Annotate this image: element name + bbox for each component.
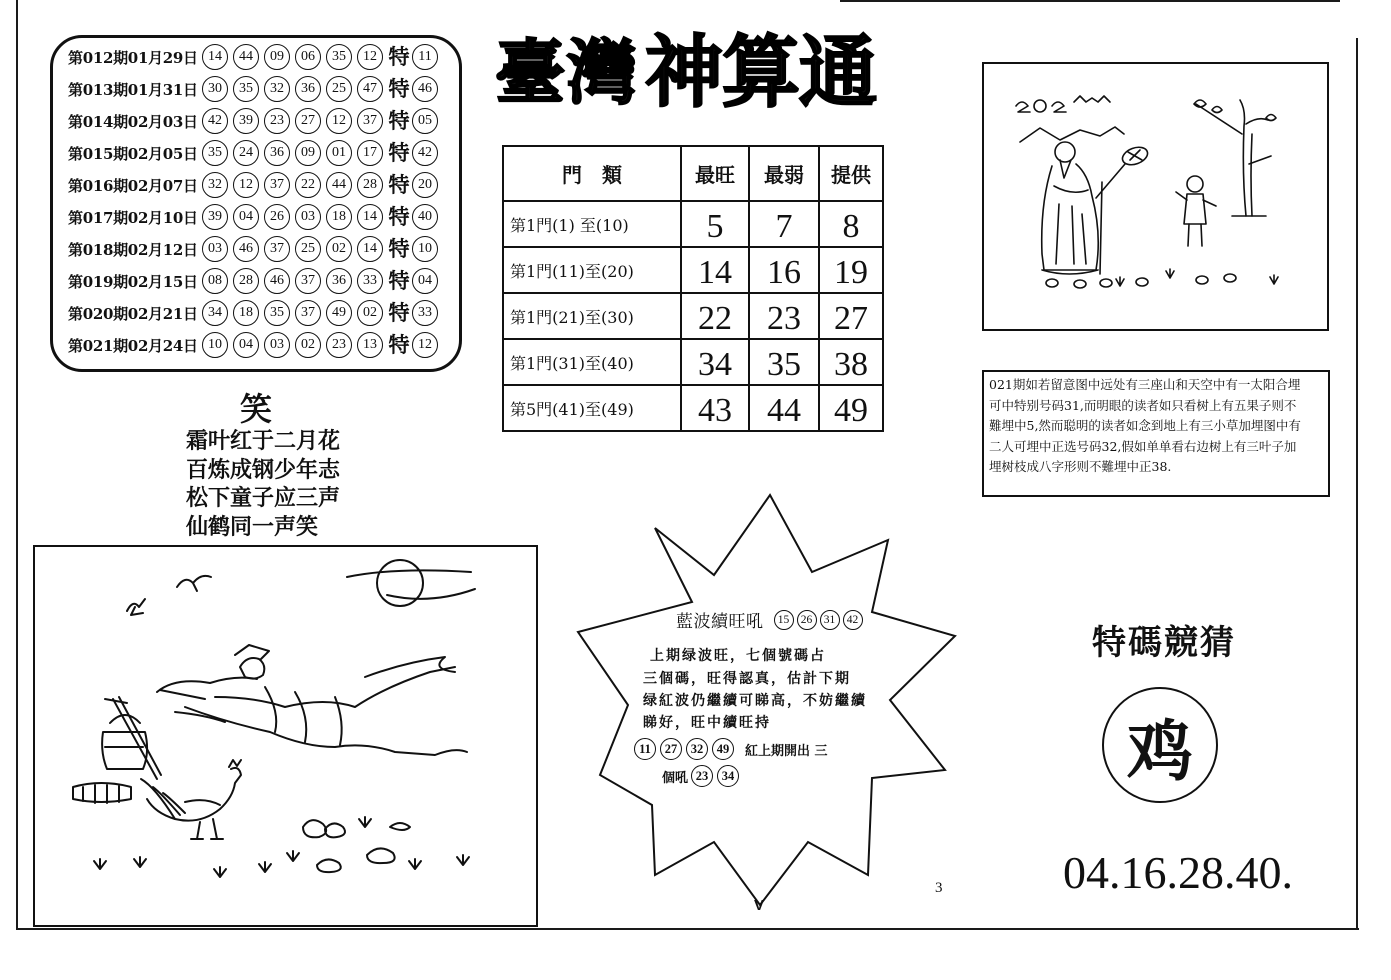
number-ball: 25 [326, 76, 352, 102]
starburst-heading-numbers [774, 610, 866, 630]
history-row [68, 169, 438, 201]
door-table-row [503, 247, 883, 293]
frame-right-border [1356, 38, 1358, 930]
fold-mark: V [754, 897, 765, 914]
special-label: 特 [388, 332, 410, 357]
door-weakest-cell: 44 [749, 385, 819, 431]
number-ball: 35 [264, 300, 290, 326]
number-ball: 18 [326, 204, 352, 230]
number-ball: 44 [233, 44, 259, 70]
page-mark: 3 [935, 880, 943, 896]
child-figure [1176, 176, 1216, 246]
history-period-label: 第016期02月07日 [68, 176, 198, 195]
number-ball: 37 [264, 236, 290, 262]
starburst-heading-text: 藍波續旺吼 [676, 612, 764, 632]
history-period-label: 第015期02月05日 [68, 144, 198, 163]
number-ball: 28 [357, 172, 383, 198]
table-header [503, 146, 883, 201]
special-number-ball: 11 [412, 44, 438, 70]
masthead-title-left: 臺灣 [495, 31, 639, 114]
number-ball: 35 [233, 76, 259, 102]
number-ball: 04 [233, 332, 259, 358]
history-row [68, 137, 438, 169]
starburst-tail-text: 個吼 [662, 770, 689, 786]
immortal-crane-illustration [35, 547, 536, 925]
starburst-number-ball: 32 [686, 738, 708, 760]
door-provided-cell: 38 [819, 339, 883, 385]
number-ball: 35 [202, 140, 228, 166]
special-label: 特 [388, 172, 410, 197]
door-table-row [503, 201, 883, 247]
history-row [68, 233, 438, 265]
special-number-ball: 04 [412, 268, 438, 294]
frame-top-border [840, 0, 1340, 2]
history-period-label: 第014期02月03日 [68, 112, 198, 131]
special-number-ball: 10 [412, 236, 438, 262]
history-row [68, 201, 438, 233]
clue-line: 難埋中5,然而聪明的读者如念到地上有三小草加埋图中有 [989, 418, 1301, 433]
number-ball: 37 [264, 172, 290, 198]
starburst-heading [676, 607, 866, 632]
number-ball: 12 [233, 172, 259, 198]
door-category-table [502, 145, 884, 432]
door-weakest-cell: 16 [749, 247, 819, 293]
door-provided-cell: 49 [819, 385, 883, 431]
door-table-row [503, 385, 883, 431]
history-period-label: 第018期02月12日 [68, 240, 198, 259]
history-period-label: 第012期01月29日 [68, 48, 198, 67]
riddle-picture-box [982, 62, 1329, 331]
header-provided: 提供 [819, 146, 883, 201]
special-number-ball: 42 [412, 140, 438, 166]
number-ball: 14 [357, 236, 383, 262]
door-range-cell: 第5門(41)至(49) [503, 385, 681, 431]
number-ball: 35 [326, 44, 352, 70]
starburst-number-ball: 15 [774, 610, 794, 630]
history-row [68, 329, 438, 361]
grass-icon [94, 817, 469, 877]
door-strongest-cell: 34 [681, 339, 749, 385]
bird-icon [177, 576, 211, 591]
flying-immortal-figure [157, 645, 467, 755]
special-label: 特 [388, 44, 410, 69]
special-label: 特 [388, 236, 410, 261]
number-ball: 28 [233, 268, 259, 294]
special-label: 特 [388, 108, 410, 133]
starburst-result-numbers [634, 738, 738, 760]
door-range-cell: 第1門(11)至(20) [503, 247, 681, 293]
poem [186, 427, 340, 541]
door-range-cell: 第1門(31)至(40) [503, 339, 681, 385]
number-ball: 10 [202, 332, 228, 358]
bird-icon [127, 599, 145, 615]
door-range-cell: 第1門(21)至(30) [503, 293, 681, 339]
table-body [503, 201, 883, 431]
clue-line: 021期如若留意图中远处有三座山和天空中有一太阳合埋 [989, 377, 1301, 392]
number-ball: 49 [326, 300, 352, 326]
history-row [68, 297, 438, 329]
door-weakest-cell: 7 [749, 201, 819, 247]
number-ball: 18 [233, 300, 259, 326]
number-ball: 08 [202, 268, 228, 294]
number-ball: 30 [202, 76, 228, 102]
special-number-ball: 20 [412, 172, 438, 198]
starburst-line: 睇好，旺中續旺持 [643, 715, 771, 731]
history-period-label: 第017期02月10日 [68, 208, 198, 227]
starburst-number-ball: 31 [820, 610, 840, 630]
history-period-label: 第019期02月15日 [68, 272, 198, 291]
door-table-row [503, 293, 883, 339]
history-row [68, 105, 438, 137]
rock-icon [303, 820, 410, 872]
poem-title: 笑 [240, 390, 273, 428]
old-man-figure [1042, 142, 1102, 274]
number-ball: 37 [295, 300, 321, 326]
frame-left-border [16, 0, 18, 930]
special-number-ball: 46 [412, 76, 438, 102]
number-ball: 47 [357, 76, 383, 102]
number-ball: 36 [326, 268, 352, 294]
poem-line: 霜叶红于二月花 [186, 428, 341, 454]
header-category: 門 類 [503, 146, 681, 201]
poem-line: 松下童子应三声 [186, 485, 341, 511]
number-ball: 46 [264, 268, 290, 294]
number-ball: 34 [202, 300, 228, 326]
header-strongest: 最旺 [681, 146, 749, 201]
history-period-label: 第021期02月24日 [68, 336, 198, 355]
starburst-result-text: 紅上期開出 三 [745, 743, 828, 759]
starburst-number-ball: 34 [717, 765, 739, 787]
sun-icon [1016, 96, 1110, 112]
poem-line: 百炼成钢少年志 [186, 456, 341, 483]
door-provided-cell: 27 [819, 293, 883, 339]
number-ball: 12 [357, 44, 383, 70]
special-label: 特 [388, 76, 410, 101]
starburst-number-ball: 49 [712, 738, 734, 760]
frame-bottom-border [16, 928, 1359, 930]
number-ball: 36 [295, 76, 321, 102]
number-ball: 32 [264, 76, 290, 102]
number-ball: 06 [295, 44, 321, 70]
starburst-result-row [634, 738, 828, 760]
number-ball: 01 [326, 140, 352, 166]
clue-line: 二人可埋中正选号码32,假如单单看右边树上有三叶子加 [989, 438, 1297, 454]
number-ball: 14 [357, 204, 383, 230]
number-ball: 46 [233, 236, 259, 262]
number-ball: 36 [264, 140, 290, 166]
history-period-label: 第013期01月31日 [68, 80, 198, 99]
door-weakest-cell: 23 [749, 293, 819, 339]
door-range-cell: 第1門(1) 至(10) [503, 201, 681, 247]
special-number-ball: 12 [412, 332, 438, 358]
number-ball: 17 [357, 140, 383, 166]
starburst-line: 绿紅波仍繼續可睇高，不妨繼續 [643, 693, 867, 709]
zodiac-circle [1102, 687, 1218, 803]
number-ball: 12 [326, 108, 352, 134]
number-ball: 24 [233, 140, 259, 166]
starburst-tail-row [662, 765, 743, 787]
starburst-number-ball: 27 [660, 738, 682, 760]
number-ball: 03 [264, 332, 290, 358]
history-period-label: 第020期02月21日 [68, 304, 198, 323]
number-ball: 13 [357, 332, 383, 358]
starburst-line: 上期绿波旺，七個號碼占 [650, 648, 826, 664]
special-label: 特 [388, 140, 410, 165]
number-ball: 25 [295, 236, 321, 262]
history-row [68, 73, 438, 105]
number-ball: 42 [202, 108, 228, 134]
number-ball: 33 [357, 268, 383, 294]
number-ball: 44 [326, 172, 352, 198]
clue-line: 埋树枝成八字形则不難埋中正38. [989, 459, 1172, 474]
mountains-icon [1020, 127, 1124, 142]
special-label: 特 [388, 204, 410, 229]
door-weakest-cell: 35 [749, 339, 819, 385]
starburst-number-ball: 42 [843, 610, 863, 630]
history-row [68, 265, 438, 297]
door-strongest-cell: 43 [681, 385, 749, 431]
number-ball: 02 [357, 300, 383, 326]
starburst-number-ball: 23 [691, 765, 713, 787]
immortal-picture-box [33, 545, 538, 927]
number-ball: 39 [233, 108, 259, 134]
table-header-row [503, 146, 883, 201]
riddle-clue-box [982, 370, 1330, 497]
butterfly-net-icon [1096, 144, 1150, 198]
door-provided-cell: 8 [819, 201, 883, 247]
drum-icon [73, 783, 131, 803]
number-ball: 37 [295, 268, 321, 294]
number-ball: 23 [326, 332, 352, 358]
old-man-child-tree-illustration [984, 64, 1327, 329]
door-provided-cell: 19 [819, 247, 883, 293]
number-ball: 37 [357, 108, 383, 134]
number-ball: 26 [264, 204, 290, 230]
starburst-number-ball: 11 [634, 738, 656, 760]
number-ball: 14 [202, 44, 228, 70]
number-ball: 03 [295, 204, 321, 230]
door-strongest-cell: 14 [681, 247, 749, 293]
special-guess-heading: 特碼競猜 [1092, 623, 1236, 663]
special-label: 特 [388, 300, 410, 325]
special-number-ball: 40 [412, 204, 438, 230]
special-guess-numbers: 04.16.28.40. [1063, 847, 1293, 898]
special-label: 特 [388, 268, 410, 293]
starburst-number-ball: 26 [797, 610, 817, 630]
number-ball: 02 [326, 236, 352, 262]
starburst-line: 三個碼，旺得認真，估計下期 [643, 671, 851, 687]
clue-line: 可中特别号码31,而明眼的读者如只看树上有五果子则不 [989, 397, 1297, 413]
number-ball: 39 [202, 204, 228, 230]
special-number-ball: 33 [412, 300, 438, 326]
tree-icon [1194, 100, 1276, 216]
history-row [68, 41, 438, 73]
draw-history-box [50, 35, 462, 372]
door-strongest-cell: 5 [681, 201, 749, 247]
rooster-icon [141, 760, 241, 839]
zodiac-sign: 鸡 [1127, 711, 1193, 790]
number-ball: 03 [202, 236, 228, 262]
pot-icon [102, 697, 161, 779]
moon-icon [347, 560, 475, 606]
number-ball: 27 [295, 108, 321, 134]
header-weakest: 最弱 [749, 146, 819, 201]
poem-line: 仙鹤同一声笑 [186, 513, 319, 540]
number-ball: 09 [295, 140, 321, 166]
ground-stones [1046, 274, 1236, 288]
number-ball: 09 [264, 44, 290, 70]
number-ball: 32 [202, 172, 228, 198]
door-strongest-cell: 22 [681, 293, 749, 339]
masthead-title-right: 神算通 [645, 27, 877, 118]
number-ball: 22 [295, 172, 321, 198]
number-ball: 02 [295, 332, 321, 358]
door-table-row [503, 339, 883, 385]
number-ball: 04 [233, 204, 259, 230]
number-ball: 23 [264, 108, 290, 134]
starburst-tail-numbers [691, 765, 743, 787]
special-number-ball: 05 [412, 108, 438, 134]
